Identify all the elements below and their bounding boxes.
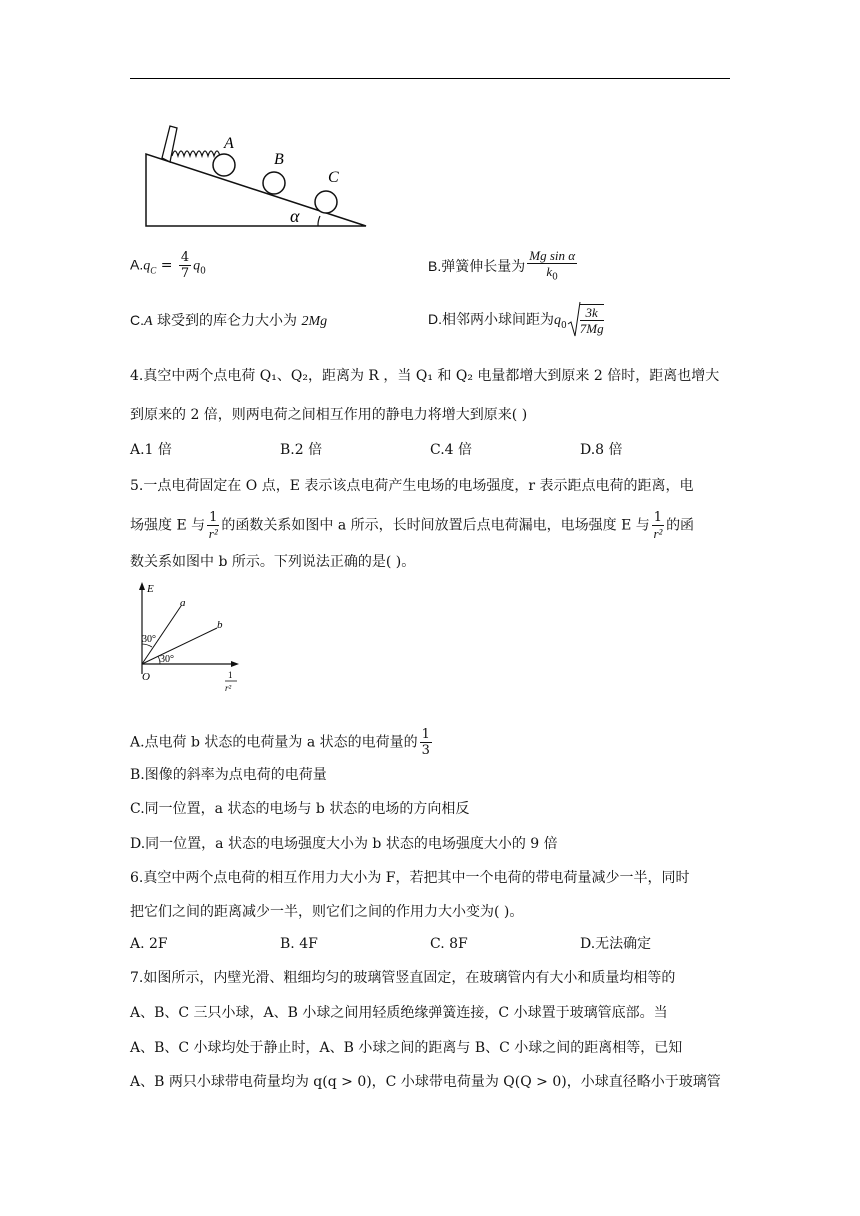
incline xyxy=(146,154,366,226)
svg-text:30°: 30° xyxy=(142,634,156,645)
q5-option-c: C.同一位置，a 状态的电场与 b 状态的电场的方向相反 xyxy=(130,801,470,817)
ball-a xyxy=(213,154,235,176)
q7-line-3: A、B、C 小球均处于静止时，A、B 小球之间的距离与 B、C 小球之间的距离相等，已知 xyxy=(130,1040,683,1056)
q6-line-1: 6.真空中两个点电荷的相互作用力大小为 F，若把其中一个电荷的带电荷量减少一半，同时 xyxy=(130,870,690,886)
svg-text:30°: 30° xyxy=(160,654,174,665)
ball-b xyxy=(263,172,285,194)
q6-option-b: B. 4F xyxy=(280,936,318,952)
q5-line-3: 数关系如图中 b 所示。下列说法正确的是( )。 xyxy=(130,554,416,570)
q3-option-d: D.相邻两小球间距为$q_0$ $\frac{3k}{7Mg}$ xyxy=(428,300,606,340)
q6-option-c: C. 8F xyxy=(430,936,468,952)
incline-figure xyxy=(140,122,372,230)
fraction-1-3: $\frac{1}{3}$ xyxy=(421,727,430,758)
q5-option-a: A.点电荷 b 状态的电荷量为 a 状态的电荷量的 $\frac{1}{3}$ xyxy=(130,727,430,758)
q7-line-1: 7.如图所示，内壁光滑、粗细均匀的玻璃管竖直固定，在玻璃管内有大小和质量均相等的 xyxy=(130,970,676,986)
q3-option-c: C.A 球受到的库仑力大小为 2Mg xyxy=(130,312,328,329)
svg-text:r²: r² xyxy=(225,683,232,693)
sqrt-expression: $\frac{3k}{7Mg}$ xyxy=(567,300,606,340)
svg-text:O: O xyxy=(142,671,150,683)
q5-line-2: 场强度 E 与 $\frac{1}{\text{r²}}$ 的函数关系如图中 a 所示，长时间放置后点电荷漏电，电场强度 E 与 $\frac{1}{\text{r²}}$ 的函 xyxy=(130,510,695,541)
label-b: B xyxy=(274,151,284,168)
q5-line-1: 5.一点电荷固定在 O 点，E 表示该点电荷产生电场的电场强度，r 表示距点电荷的距离，电 xyxy=(130,478,694,494)
q4-option-d: D.8 倍 xyxy=(580,442,623,458)
q6-option-d: D.无法确定 xyxy=(580,936,652,952)
q4-line-2: 到原来的 2 倍，则两电荷之间相互作用的静电力将增大到原来( ) xyxy=(130,407,528,423)
q7-line-4: A、B 两只小球带电荷量均为 q(q > 0)，C 小球带电荷量为 Q(Q > 0)，小球直径略小于玻璃管 xyxy=(130,1074,721,1090)
q6-line-2: 把它们之间的距离减少一半，则它们之间的作用力大小变为( )。 xyxy=(130,904,524,920)
q4-option-b: B.2 倍 xyxy=(280,442,323,458)
spring xyxy=(172,151,220,156)
q4-option-a: A.1 倍 xyxy=(130,442,172,458)
wall-block xyxy=(162,126,177,162)
ball-c xyxy=(315,191,337,213)
angle-arc xyxy=(318,216,320,226)
q3-option-a: $A.q_C$ = $\frac{4}{7}$ $q_0$ xyxy=(130,250,206,281)
svg-text:1: 1 xyxy=(228,670,233,680)
svg-text:a: a xyxy=(180,597,186,609)
q5-option-b: B.图像的斜率为点电荷的电荷量 xyxy=(130,767,327,783)
svg-text:b: b xyxy=(217,619,223,631)
label-alpha: α xyxy=(290,206,300,226)
q4-option-c: C.4 倍 xyxy=(430,442,473,458)
e-vs-inverse-r2-graph xyxy=(125,578,243,700)
label-c: C xyxy=(328,169,339,186)
header-rule xyxy=(130,78,730,79)
fraction-4-7: $\frac{4}{7}$ xyxy=(180,250,190,281)
label-a: A xyxy=(224,135,234,152)
inverse-r-squared: $\frac{1}{\text{r²}}$ xyxy=(208,510,218,541)
q4-line-1: 4.真空中两个点电荷 Q₁、Q₂，距离为 R ，当 Q₁ 和 Q₂ 电量都增大到原来 2 倍时，距离也增大 xyxy=(130,368,720,384)
q7-line-2: A、B、C 三只小球，A、B 小球之间用轻质绝缘弹簧连接，C 小球置于玻璃管底部。当 xyxy=(130,1005,668,1021)
spring-extension-fraction: $\frac{\text{Mg sin α}}{k_0}$ xyxy=(529,248,576,283)
inverse-r-squared-2: $\frac{1}{\text{r²}}$ xyxy=(653,510,663,541)
q3-option-b: B.弹簧伸长量为 $\frac{\text{Mg sin α}}{k_0}$ xyxy=(428,248,579,286)
q6-option-a: A. 2F xyxy=(130,936,168,952)
svg-text:E: E xyxy=(147,583,154,595)
q5-option-d: D.同一位置，a 状态的电场强度大小为 b 状态的电场强度大小的 9 倍 xyxy=(130,836,558,852)
